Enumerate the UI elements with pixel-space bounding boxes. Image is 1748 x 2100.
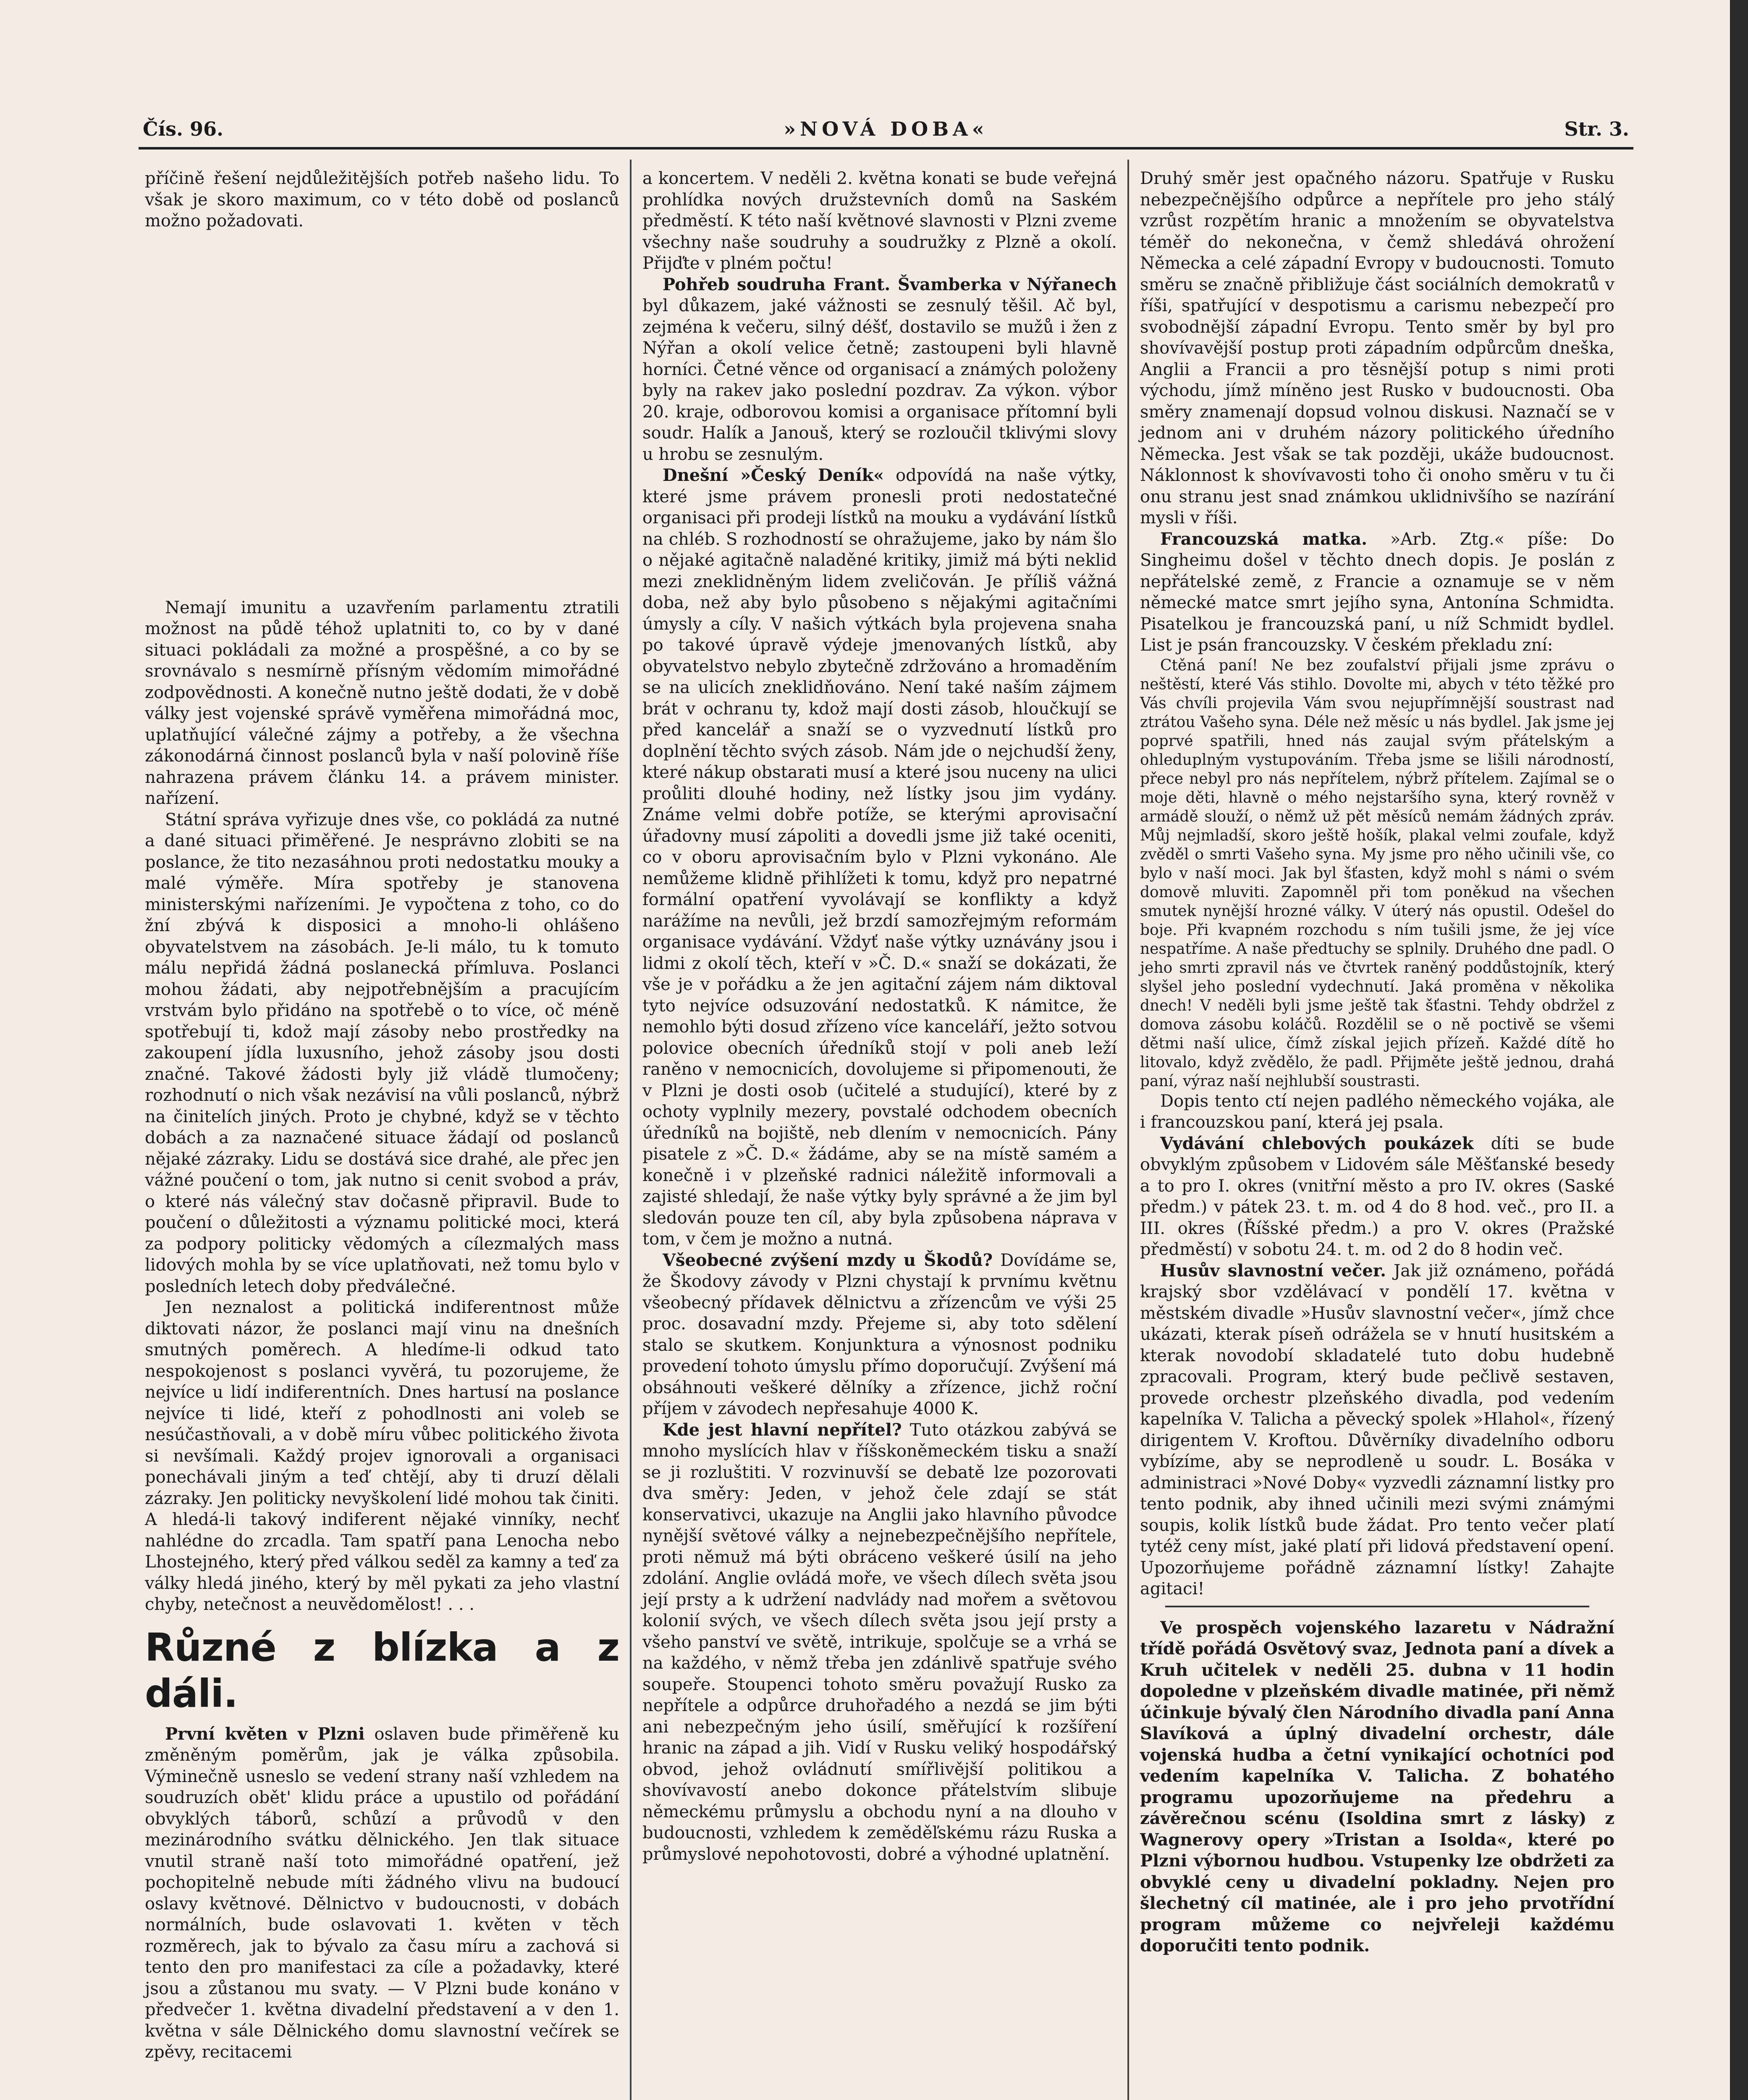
col3-paragraph: Dopis tento ctí nejen padlého německého vojáka, ale i francouzskou paní, která jej psala. <box>1140 1091 1614 1132</box>
col2-article <box>642 1250 1117 1420</box>
article-body: Tuto otázkou zabývá se mnoho myslících hlav v říšskoněmeckém tisku a snaží se ji rozluštiti. V rozvinuvší se debatě lze pozorovati dva směry: Jeden, v jehož čele zdají se stát konservativci, ukazuje na Anglii jako hlavního původce nynější světové války a nejnebezpečnějšího nepřítele, proti němuž má býti obráceno veškeré úsilí na jeho zdolání. Anglie ovládá moře, ve všech dílech světa jsou její prsty a k udržení nadvlády nad mořem a světovou kolonií svých, ve všech dílech světa jsou její prsty a všeho panství ve světě, intrikuje, spolčuje se a vrhá se na každého, v němž třeba jen zdánlivě spatřuje svého soupeře. Stoupenci tohoto směru považují Rusko za nepřítele a odpůrce druhořadého a nezdá se jim býti ani nebezpečným jeho úsilí, směřující k rozšíření hranic na západ a jih. Vidí v Rusku veliký hospodářský obvod, jehož ovládnutí smířlivější politikou a shovívavostí anebo dokonce přátelstvím slibuje německému průmyslu a obchodu nyní a na dlouho v budoucnosti, vzhledem k zeměděľskému rázu Ruska a průmyslové nepohotovosti, dobré a výhodné uplatnění. <box>642 1420 1117 1864</box>
article-lead: Francouzská matka. <box>1160 529 1368 549</box>
col1-paragraph: příčině řešení nejdůležitějších potřeb našeho lidu. To však je skoro maximum, co v této době od poslanců možno požadovati. <box>145 169 619 231</box>
article-lead: Vydávání chlebových poukázek <box>1160 1133 1474 1153</box>
article-lead: Dnešní »Český Deník« <box>663 465 884 485</box>
article-body: byl důkazem, jaké vážnosti se zesnulý těšil. Ač byl, zejména k večeru, silný déšť, dostavilo se mužů i žen z Nýřan a okolí velice četně; zastoupeni byli hlavně horníci. Četné věnce od organisací a známých položeny byly na rakev jako poslední pozdrav. Za výkon. výbor 20. kraje, odborovou komisi a organisace přítomní byli soudr. Halík a Janouš, který se rozloučil tklivými slovy u hrobu se zesnulým. <box>642 296 1117 464</box>
article-body: Dovídáme se, že Škodovy závody v Plzni chystají k prvnímu květnu všeobecný přídavek dělnictvu a zřízencům ve výši 25 proc. dosavadní mzdy. Přejeme si, aby toto sdělení stalo se skutkem. Konjunktura a výnosnost podniku provedení tohoto úmyslu přímo doporučují. Zvýšení má obsáhnouti veškeré dělníky a zřízence, jichž roční příjem v závodech nepřesahuje 4000 K. <box>642 1250 1117 1418</box>
article-body: odpovídá na naše výtky, které jsme právem pronesli proti nedostatečné organisaci při prodeji lístků na mouku a vydávání lístků na chléb. S rozhodností se ohražujeme, jako by nám šlo o nějaké agitačně naladěné kritiky, jimiž má býti neklid mezi zneklidněným lidem zveličován. Je příliš vážná doba, než aby bylo působeno s nějakými agitačními úmysly a cíly. V našich výtkách byla projevena snaha po takové úpravě výdeje jmenovaných lístků, aby obyvatelstvo nebylo zbytečně zdržováno a hromaděním se na ulicích zneklidňováno. Není také naším zájmem brát v ochranu ty, kdož mají dosti zásob, hloučkují se před kancelář a snaží se o vyzvednutí lístků pro doplnění těchto svých zásob. Nám jde o nejchudší ženy, které nákup obstarati musí a které jsou nuceny na ulici proůliti dlouhé hodiny, než lístky jsou jim vydány. Známe velmi dobře potíže, se kterými aprovisační úřadovny musí zápoliti a dovedli jsme již také oceniti, co v oboru aprovisačním bylo v Plzni vykonáno. Ale nemůžeme klidně přihlížeti k tomu, když pro nepatrné formální opatření vyvolávají se konflikty a když narážíme na nevůli, jež brzdí samozřejmým reformám organisace vydávání. Vždyť naše výtky uznávány jsou i lidmi z okolí těch, kteří v »Č. D.« snaží se dokázati, že vše je v pořádku a že jen agitační zájem nám diktoval tyto nejvíce odsuzování nedostatků. K námitce, že nemohlo býti dosud zřízeno více kanceláří, ježto sotvou polovice obecních úředníků stojí v poli aneb leží raněno v nemocnicích, dovolujeme si připomenouti, že v Plzni je dosti osob (učitelé a studující), které by z ochoty vyplnily mezery, povstalé odchodem obecních úředníků na bojiště, neb dlením v nemocnicích. Pány pisatele z »Č. D.« žádáme, aby se na místě samém a konečně i v plzeňské radnici náležitě informovali a zajisté shledají, že naše výtky byly správné a že jim byl sledován pouze ten cíl, aby byla způsobena náprava v tom, v čem je možno a nutná. <box>642 466 1117 1249</box>
col1-paragraph: Státní správa vyřizuje dnes vše, co pokládá za nutné a dané situaci přiměřené. Je nesprávno zlobiti se na poslance, že tito nezasáhnou proti nedostatku mouky a malé výměře. Míra spotřeby je stanovena ministerskými nařízeními. Je vypočtena z toho, co do žní zbývá k disposici a mnoho-li ohlášeno obyvatelstvem na zásobách. Je-li málo, tu k tomuto málu nepřidá žádná poslanecká přímluva. Poslanci mohou žádati, aby nejpotřebnějším a pracujícím vrstvám bylo přidáno na spotřebě o to více, oč méně spotřebují ti, kdož mají zásoby nebo prostředky na zakoupení jídla luxusního, jehož zásoby jsou dosti značné. Takové žádosti byly již vládě tlumočeny; rozhodnutí o nich však nezávisí na vůli poslanců, nýbrž na činitelích jiných. Proto je chybné, když se v těchto dobách a za naznačené situace žádají od poslanců nějaké zázraky. Lidu se dostává sice drahé, ale přec jen vážné poučení o tom, jak nutno si cenit svobod a práv, o které nás válečný stav dočasně připravil. Bude to poučení o důležitosti a významu politické moci, která za podpory politicky vědomých a cílezmalých mass lidových mohla by se více uplatňovati, než tomu bylo v posledních letech doby předválečné. <box>145 810 619 1296</box>
issue-number: Čís. 96. <box>143 118 224 140</box>
col1-paragraph: Jen neznalost a politická indiferentnost může diktovati názor, že poslanci mají vinu na dnešních smutných poměrech. A hledíme-li odkud tato nespokojenost s poslanci vyvěrá, tu pozorujeme, že nejvíce u lidí indiferentních. Dnes hartusí na poslance nejvíce ti lidé, kteří z pohodlnosti ani voleb se nesúčastňovali, a v době míru vůbec politického života si nevšímali. Každý projev ignorovali a organisaci ponechávali jiným a teď chtějí, aby ti druzí dělali zázraky. Jen politicky nevyškolení lidé mohou tak činiti. A hledá-li takový indiferent nějaké vinníky, nechť nahlédne do zrcadla. Tam spatří pana Lenocha nebo Lhostejného, který před válkou seděl za kamny a teď za války hledá jiného, který by měl pykati za jeho vlastní chyby, netečnost a neuvědomělost! . . . <box>145 1298 619 1614</box>
article-lead: Kde jest hlavní nepřítel? <box>663 1420 902 1440</box>
column-divider-1 <box>630 160 632 2100</box>
col2-article <box>642 1420 1117 1865</box>
column-1 <box>145 168 619 2063</box>
section-title: Různé z blízka a z dáli. <box>145 1625 619 1716</box>
col3-article <box>1140 1617 1614 1957</box>
col3-article <box>1140 1260 1614 1600</box>
article-lead: Ve prospěch vojenského lazaretu <box>1160 1617 1492 1638</box>
col3-article <box>1140 529 1614 656</box>
article-body: oslaven bude přiměřeně ku změněným poměrům, jak je válka způsobila. Výminečně usneslo se vedení strany naší vzhledem na soudruzích obět' klidu práce a upustilo od pořádání obvyklých táborů, schůzí a průvodů v den mezinárodního svátku dělnického. Jen tlak situace vnutil straně naší toto mimořádné opatření, jež pochopitelně nebude míti žádného vlivu na budoucí oslavy květnové. Dělnictvo v budoucnosti, v dobách normálních, bude oslavovati 1. květen v těch rozměrech, jak to bývalo za času míru a zachová si tento den pro manifestaci za cíle a požadavky, které jsou a zůstanou mu svaty. — V Plzni bude konáno v předvečer 1. května divadelní představení a v den 1. května v sále Dělnického domu slavnostní večírek se zpěvy, recitacemi <box>145 1724 620 2062</box>
page-header <box>139 113 1633 147</box>
col2-article <box>642 274 1117 465</box>
col3-paragraph: Druhý směr jest opačného názoru. Spatřuje v Rusku nebezpečnějšího odpůrce a nepřítele pro jeho stálý vzrůst rozpětím hranic a množením se obyvatelstva téměř do nekonečna, v čemž shledává ohrožení Německa a celé západní Evropy v budoucnosti. Tomuto směru se značně přibližuje část sociálních demokratů v říši, spatřující v despotismu a carismu nebezpečí pro svobodnější západní Evropu. Tento směr by byl pro shovívavější postup proti západním odpůrcům dneška, Anglii a Francii a pro těsnější potup s nimi proti východu, jímž míněno jest Rusko v budoucnosti. Oba směry znamenají dopsud volnou diskusi. Naznačí se v jednom ani v druhém názory politického úředního Německa. Jest však se tak později, ukáže budoucnost. Náklonnost k shovívavosti toho či onoho směru v tu či onu stranu jest snad známkou uklidnivšího se nazírání mysli v říši. <box>1140 169 1614 528</box>
col2-paragraph: a koncertem. V neděli 2. května konati se bude veřejná prohlídka nových družstevních domů na Saském předměstí. K této naší květnové slavnosti v Plzni zveme všechny naše soudruhy a soudružky z Plzně a okolí. Přijďte v plném počtu! <box>642 169 1117 273</box>
header-rule <box>139 147 1633 150</box>
article-body: v Nádražní třídě pořádá Osvětový svaz, Jednota paní a dívek a Kruh učitelek v neděli 25. dubna v 11 hodin dopoledne v plzeňském divadle matinée, při němž účinkuje bývalý člen Národního divadla paní Anna Slavíková a úplný divadelní orchestr, dále vojenská hudba a četní vynikající ochotníci pod vedením kapelníka V. Talicha. Z bohatého programu upozorňujeme na předehru a závěrečnou scénu (Isoldina smrt z lásky) z Wagnerovy opery »Tristan a Isolda«, které po Plzni výbornou hudbou. Vstupenky lze obdržeti za obvyklé ceny u divadelní pokladny. Nejen pro šlechetný cíl matinée, ale i pro jeho prvotřídní program můžeme co nejvřeleji každému doporučiti tento podnik. <box>1140 1617 1615 1956</box>
article-body: Jak již oznámeno, pořádá krajský sbor vzdělávací v pondělí 17. května v městském divadle »Husův slavnostní večer«, jímž chce ukázati, kterak píseň odrážela se v hnutí husitském a kterak novodobí skladatelé tuto dobu hudebně zpracovali. Program, který bude pečlivě sestaven, provede orchestr plzeňského divadla, pod vedením kapelníka V. Talicha a pěvecký spolek »Hlahol«, řízený dirigentem V. Kroftou. Důvěrníky divadelního odboru vybízíme, aby se neprodleně u soudr. L. Bosáka v administraci »Nové Doby« vyzvedli záznamní listky pro tento podnik, aby ihned učinili mezi svými známými soupis, kolik lístků bude žádat. Pro tento večer platí tytéž ceny míst, jaké platí při lidová představení opení. Upozorňujeme pořádně záznamní lístky! Zahajte agitaci! <box>1140 1261 1614 1599</box>
article-lead: První květen v Plzni <box>165 1724 365 1744</box>
article-body: díti se bude obvyklým způsobem v Lidovém sále Měšťanské besedy a to pro I. okres (vnitřní město a pro IV. okres (Saské předm.) v pátek 23. t. m. od 4 do 8 hod. več., pro II. a III. okres (Říšské předm.) a pro V. okres (Pražské předměstí) v sobotu 24. t. m. od 2 do 8 hodin več. <box>1140 1134 1614 1259</box>
quoted-letter: Ctěná paní! Ne bez zoufalství přijali jsme zprávu o neštěstí, které Vás stihlo. Dovolte mi, abych v této těžké pro Vás chvíli projevila Vám svou nejupřímnější soustrast nad ztrátou Vašeho syna. Déle než měsíc u nás bydlel. Jak jsme jej poprvé spatřili, hned nás zaujal svým přátelským a ohleduplným vystupováním. Třeba jsme se lišili národností, přece nebyl pro nás nepřítelem, nýbrž přítelem. Zajímal se o moje děti, hlavně o mého nejstaršího syna, který rovněž v armádě slouží, o němž už pět měsíců nemám žádných zpráv. Můj nejmladší, skoro ještě hošík, plakal velmi zoufale, když zvěděl o smrti Vašeho syna. My jsme pro něho učinili vše, co bylo v naší moci. Jak byl šťasten, když mohl s námi o svém domově mluviti. Zapomněl při tom poněkud na všechen smutek nynější hrozné války. V úterý nás opustil. Odešel do boje. Při kvapném rozchodu s ním tušili jsme, že jej více nespatříme. A naše předtuchy se splnily. Druhého dne padl. O jeho smrti zpravil nás ve čtvrtek raněný poddůstojník, který slyšel jeho poslední vydechnutí. Jaká proměna v několika dnech! V neděli byli jsme ještě tak šťastni. Tehdy obdržel z domova zásobu koláčů. Rozdělil se o ně poctivě se všemi dětmi naší ulice, čímž získal jejich přízeň. Každé dítě ho litovalo, když zvědělo, že padl. Přijměte ještě jednou, drahá paní, výraz naší nejhlubší soustrasti. <box>1140 656 1614 1090</box>
article-lead: Husův slavnostní večer. <box>1160 1260 1386 1281</box>
page-number: Str. 3. <box>1564 118 1629 140</box>
article-body: »Arb. Ztg.« píše: Do Singheimu došel v těchto dnech dopis. Je poslán z nepřátelské země, z Francie a oznamuje se v něm německé matce smrt jejího syna, Antonína Schmidta. Pisatelkou je francouzská paní, u níž Schmidt bydlel. List je psán francouzsky. V českém překladu zní: <box>1140 529 1614 655</box>
newspaper-title: »NOVÁ DOBA« <box>784 118 988 140</box>
blank-space <box>145 232 619 597</box>
article-lead: Pohřeb soudruha Frant. Švamberka v Nýřanech <box>663 274 1117 294</box>
col2-article <box>642 465 1117 1250</box>
column-2 <box>642 168 1117 1865</box>
col3-article <box>1140 1133 1614 1260</box>
col1-article <box>145 1724 619 2063</box>
scan-edge <box>1730 0 1748 2100</box>
column-divider-2 <box>1127 160 1129 2100</box>
col1-paragraph: Nemají imunitu a uzavřením parlamentu ztratili možnost na půdě téhož uplatniti to, co by v dané situaci pokládali za možné a prospěšné, a co by se srovnávalo s nesmírně přísným vědomím mimořádné zodpovědnosti. A konečně nutno ještě dodati, že v době války jest vojenské správě vyměřena mimořádná moc, uplatňující válečné zájmy a potřeby, a že všechna zákonodárná činnost poslanců byla v naší polovině říše nahrazena právem článku 14. a právem minister. nařízení. <box>145 598 619 808</box>
article-lead: Všeobecné zvýšení mzdy u Škodů? <box>663 1250 993 1270</box>
separator-rule <box>1165 1606 1589 1612</box>
column-3 <box>1140 168 1614 1957</box>
